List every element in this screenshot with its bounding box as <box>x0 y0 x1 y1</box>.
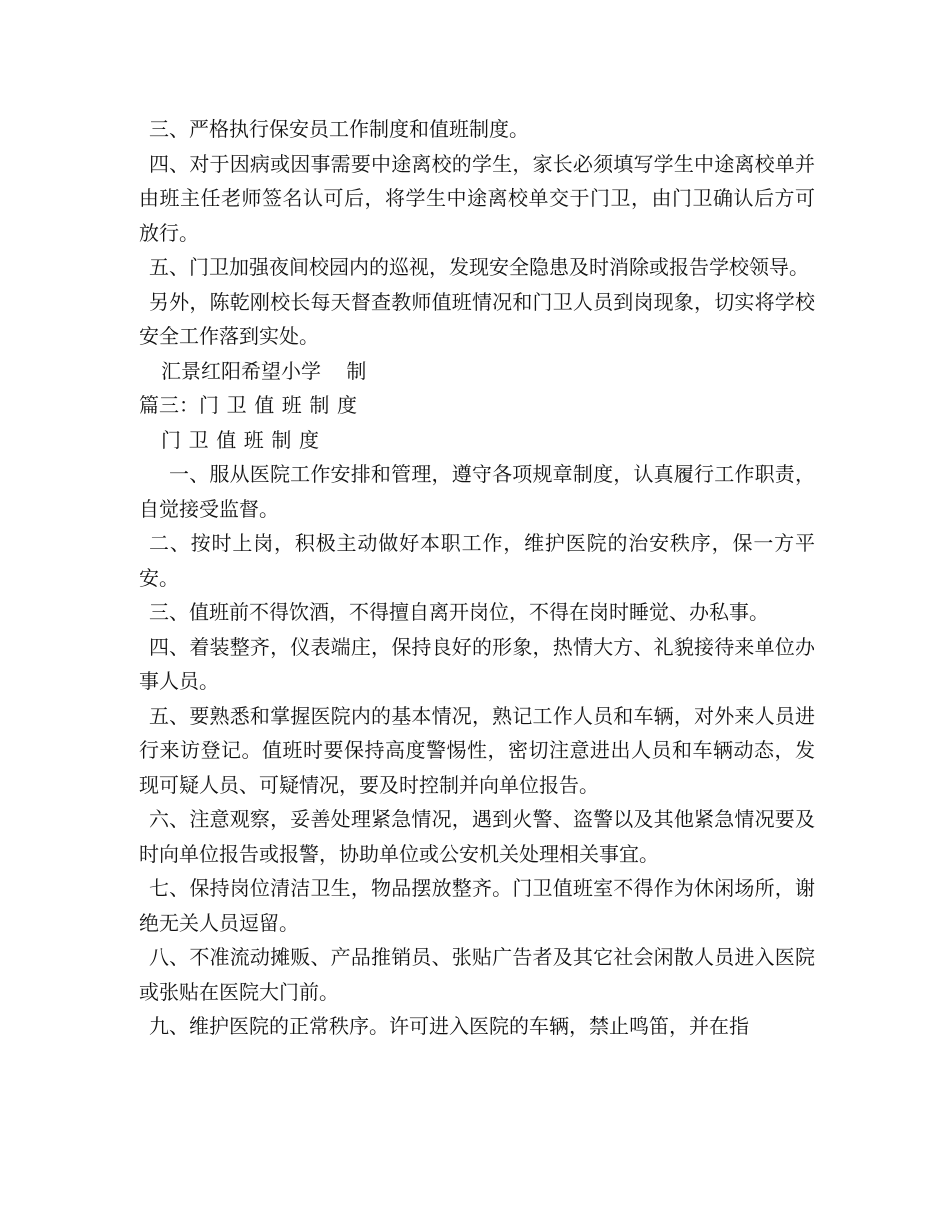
rule-item: 四、着装整齐，仪表端庄，保持良好的形象，热情大方、礼貌接待来单位办事人员。 <box>139 634 815 693</box>
rule-item: 七、保持岗位清洁卫生，物品摆放整齐。门卫值班室不得作为休闲场所，谢绝无关人员逗留。 <box>139 876 815 935</box>
rule-item: 三、值班前不得饮酒，不得擅自离开岗位，不得在岗时睡觉、办私事。 <box>149 600 769 624</box>
rule-item: 二、按时上岗，积极主动做好本职工作，维护医院的治安秩序，保一方平安。 <box>139 531 815 590</box>
paragraph-rule-4: 四、对于因病或因事需要中途离校的学生，家长必须填写学生中途离校单并由班主任老师签名认可后，将学生中途离校单交于门卫，由门卫确认后方可放行。 <box>139 151 815 245</box>
rule-item: 六、注意观察，妥善处理紧急情况，遇到火警、盗警以及其他紧急情况要及时向单位报告或报警，协助单位或公安机关处理相关事宜。 <box>139 807 815 866</box>
section-label: 篇三： <box>139 393 199 417</box>
school-signature: 汇景红阳希望小学 制 <box>161 358 367 383</box>
section-title: 门卫值班制度 <box>199 393 365 417</box>
paragraph-note: 另外，陈乾刚校长每天督查教师值班情况和门卫人员到岗现象，切实将学校安全工作落到实处。 <box>139 289 815 348</box>
rule-item: 九、维护医院的正常秩序。许可进入医院的车辆，禁止鸣笛，并在指 <box>149 1014 749 1038</box>
document-title: 门卫值班制度 <box>161 427 327 452</box>
paragraph-rule-3: 三、严格执行保安员工作制度和值班制度。 <box>149 117 529 141</box>
document-page <box>139 112 815 1044</box>
rule-item: 一、服从医院工作安排和管理，遵守各项规章制度，认真履行工作职责，自觉接受监督。 <box>139 462 815 521</box>
rule-item: 五、要熟悉和掌握医院内的基本情况，熟记工作人员和车辆，对外来人员进行来访登记。值班时要保持高度警惕性，密切注意进出人员和车辆动态，发现可疑人员、可疑情况，要及时控制并向单位报告。 <box>139 703 815 797</box>
section-heading <box>139 388 815 423</box>
rule-item: 八、不准流动摊贩、产品推销员、张贴广告者及其它社会闲散人员进入医院或张贴在医院大门前。 <box>139 945 815 1004</box>
paragraph-rule-5: 五、门卫加强夜间校园内的巡视，发现安全隐患及时消除或报告学校领导。 <box>149 255 809 279</box>
